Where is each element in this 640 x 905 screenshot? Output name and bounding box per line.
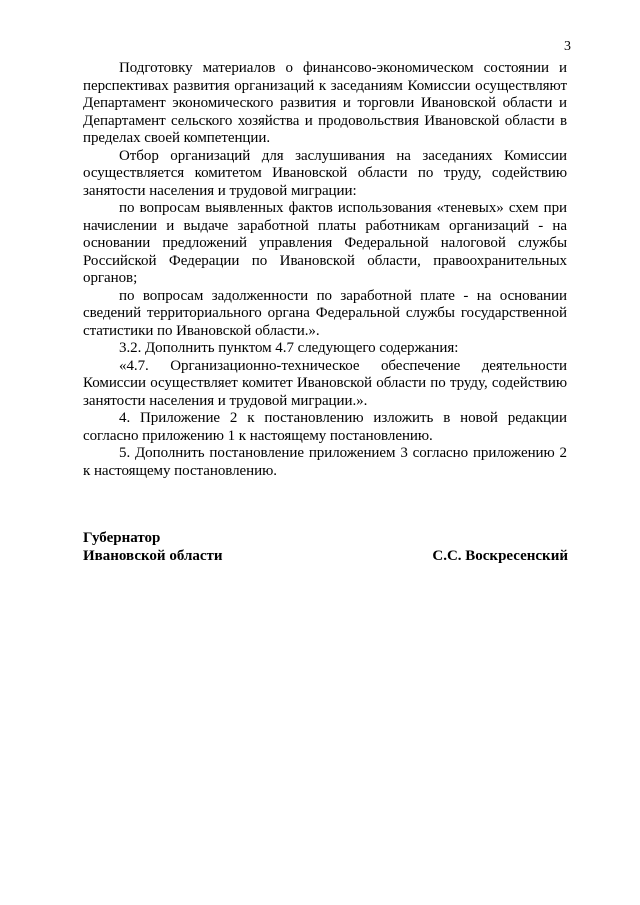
paragraph-wage-arrears: по вопросам задолженности по заработной плате - на основании сведений территориального органа Федеральной службы государственной статистики по Ивановской области.». bbox=[83, 287, 567, 339]
signatory-title-line2: Ивановской области bbox=[83, 548, 223, 564]
signature-row bbox=[83, 547, 568, 565]
paragraph-item-5: 5. Дополнить постановление приложением 3 согласно приложению 2 к настоящему постановлению. bbox=[83, 445, 567, 479]
document-body bbox=[83, 60, 567, 480]
paragraph-shadow-schemes: по вопросам выявленных фактов использования «теневых» схем при начислении и выдаче заработной платы работникам организаций - на основании предложений управления Федеральной налоговой службы Российской Федерации по Ивановской области, правоохранительных органов; bbox=[83, 200, 567, 286]
signatory-name: С.С. Воскресенский bbox=[432, 548, 568, 564]
signature-block bbox=[83, 529, 568, 565]
paragraph-item-3-2: 3.2. Дополнить пунктом 4.7 следующего содержания: bbox=[119, 340, 459, 356]
paragraph-organization-selection: Отбор организаций для заслушивания на заседаниях Комиссии осуществляется комитетом Ивановской области по труду, содействию занятости населения и трудовой миграции: bbox=[83, 147, 567, 199]
signatory-title-line1: Губернатор bbox=[83, 530, 161, 546]
paragraph-item-4-7: «4.7. Организационно-техническое обеспечение деятельности Комиссии осуществляет комитет Ивановской области по труду, содействию занятости населения и трудовой миграции.». bbox=[83, 357, 567, 409]
paragraph-materials-preparation: Подготовку материалов о финансово-экономическом состоянии и перспективах развития организаций к заседаниям Комиссии осуществляют Департамент экономического развития и торговли Ивановской области и Департамент сельского хозяйства и продовольствия Ивановской области в пределах своей компетенции. bbox=[83, 60, 567, 146]
page-number: 3 bbox=[564, 39, 571, 54]
paragraph-item-4: 4. Приложение 2 к постановлению изложить в новой редакции согласно приложению 1 к настоящему постановлению. bbox=[83, 410, 567, 444]
